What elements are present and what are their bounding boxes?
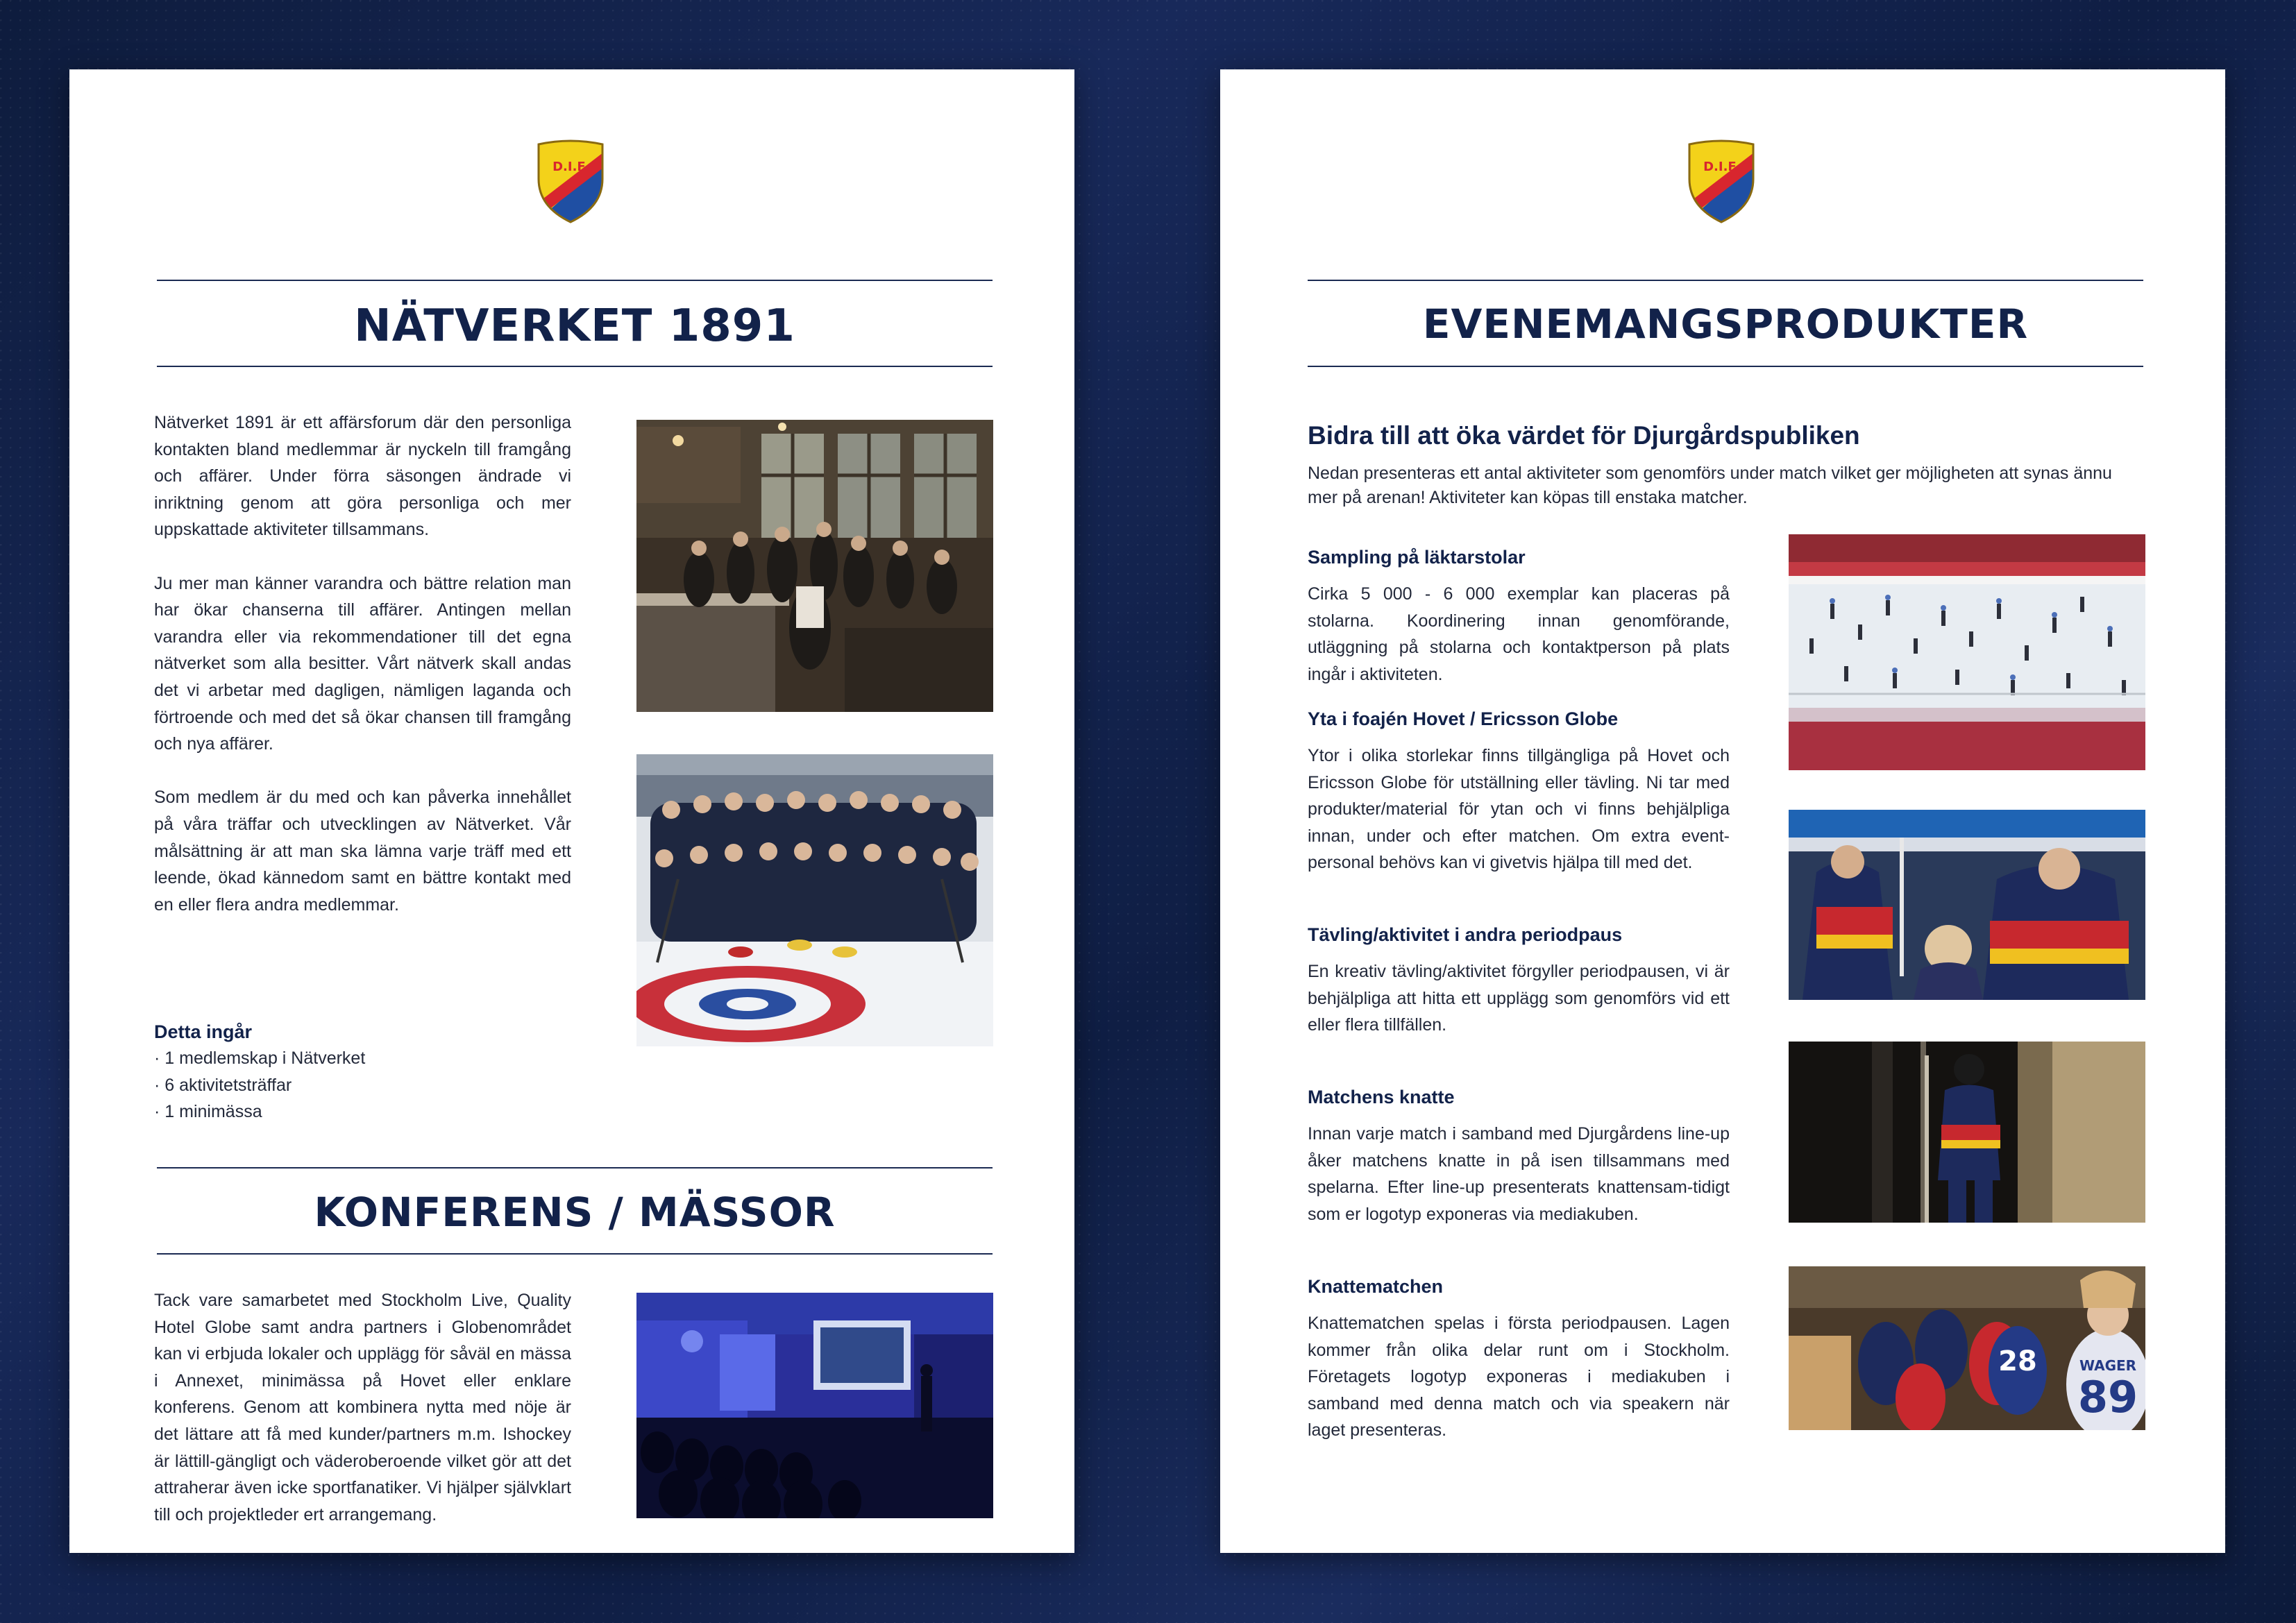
autograph-photo [1789,810,2145,1000]
conference-photo [636,1293,993,1518]
dif-crest-logo [1685,139,1757,223]
paragraph: Ju mer man känner varandra och bättre relation man har ökar chanserna till affärer. Antingen mellan varandra eller via rekommendationer till det egna nätverket som alla besitter. Vårt nätverk skall andas det vi arbetar med dagligen, nämligen laganda och förtroende och med det så ökar chansen till framgång och nya affärer. [154,573,571,754]
svg-text:D.I.F.: D.I.F. [1703,160,1739,174]
svg-text:WAGER: WAGER [2079,1357,2137,1374]
intro-text: Nedan presenteras ett antal aktiviteter som genomförs under match vilket ger möjligheten att synas ännu mer på arenan! Aktiviteter kan köpas till enstaka matcher. [1308,464,2112,507]
paragraph: Nätverket 1891 är ett affärsforum där den personliga kontakten bland medlemmar är nyckeln till framgång och affärer. Under förra säsongen ändrade vi inriktning genom att göra personliga och mer uppskattade aktiviteter tillsammans. [154,413,571,540]
page-title: NÄTVERKET 1891 [354,300,795,352]
konferens-text: Tack vare samarbetet med Stockholm Live, Quality Hotel Globe samt andra partners i Globenområdet kan vi erbjuda lokaler och upplägg för såväl en mässa i Annexet, minimässa på Hovet eller enklare konferens. Genom att kombinera nytta med nöje är det lättare att få med kunder/partners m.m. Ishockey är lättill-gängligt och väderoberoende vilket gör att det attraherar även icke sportfanatiker. Vi hjälper självklart till och projektleder ert arrangemang. [154,1291,571,1524]
item-text-foajen: Ytor i olika storlekar finns tillgängliga på Hovet och Ericsson Globe för utställning eller tävling. Ni tar med produkter/material för ytan och vi finns behjälpliga innan, under och efter matchen. Om extra event-personal behövs kan vi givetvis hjälpa till med det. [1308,746,1730,873]
intro-text [154,409,571,918]
svg-text:D.I.F.: D.I.F. [552,160,589,174]
item-title-tavling: Tävling/aktivitet i andra periodpaus [1308,924,1623,945]
right-page [1220,69,2225,1553]
left-page [69,69,1074,1553]
young-player-photo [1789,1042,2145,1223]
subtitle: Bidra till att öka värdet för Djurgårdspubliken [1308,421,1860,450]
includes-heading: Detta ingår [154,1021,253,1042]
knattematch-photo [1789,1266,2145,1430]
page-title: EVENEMANGSPRODUKTER [1422,300,2029,348]
list-item: · 6 aktivitetsträffar [154,1072,571,1099]
item-text-sampling: Cirka 5 000 - 6 000 exemplar kan placeras på stolarna. Koordinering innan genomförande, utläggning på stolarna och kontaktperson på plats ingår i aktiviteten. [1308,584,1730,684]
dif-crest-logo [534,139,607,223]
item-title-foajen: Yta i foajén Hovet / Ericsson Globe [1308,708,1619,729]
item-title-matchens-knatte: Matchens knatte [1308,1087,1455,1107]
kitchen-event-photo [636,420,993,712]
section-rule-bottom [157,1253,993,1255]
title-rule-top [157,280,993,281]
item-text-tavling: En kreativ tävling/aktivitet förgyller periodpausen, vi är behjälpliga att hitta ett upplägg som genomförs vid ett eller flera tillfällen. [1308,962,1730,1035]
title-rule-bottom [157,366,993,367]
paragraph: Som medlem är du med och kan påverka innehållet på våra träffar och utvecklingen av Nätverket. Vår målsättning är att man ska lämna varje träff med ett leende, ökad kännedom samt en bättre kontakt med en eller flera andra medlemmar. [154,788,571,915]
item-text-matchens-knatte: Innan varje match i samband med Djurgårdens line-up åker matchens knatte in på isen tillsammans med spelarna. Efter line-up presenterats knattensam-tidigt som er logotyp exponeras via mediakuben. [1308,1124,1730,1224]
list-item: · 1 medlemskap i Nätverket [154,1045,571,1072]
title-rule-top [1308,280,2143,281]
title-rule-bottom [1308,366,2143,367]
item-title-knattematchen: Knattematchen [1308,1276,1444,1297]
item-text-knattematchen: Knattematchen spelas i första periodpausen. Lagen kommer från olika delar runt om i Stockholm. Företagets logotyp exponeras i mediakuben i samband med denna match och via speakern när laget presenteras. [1308,1314,1730,1441]
svg-text:89: 89 [2077,1372,2138,1422]
section-rule-top [157,1167,993,1169]
item-title-sampling: Sampling på läktarstolar [1308,547,1526,568]
list-item: · 1 minimässa [154,1098,571,1125]
ice-rink-photo [1789,534,2145,770]
svg-text:28: 28 [1998,1345,2037,1377]
section-title-konferens: KONFERENS / MÄSSOR [314,1189,836,1236]
curling-group-photo [636,754,993,1046]
includes-list [154,1045,571,1125]
